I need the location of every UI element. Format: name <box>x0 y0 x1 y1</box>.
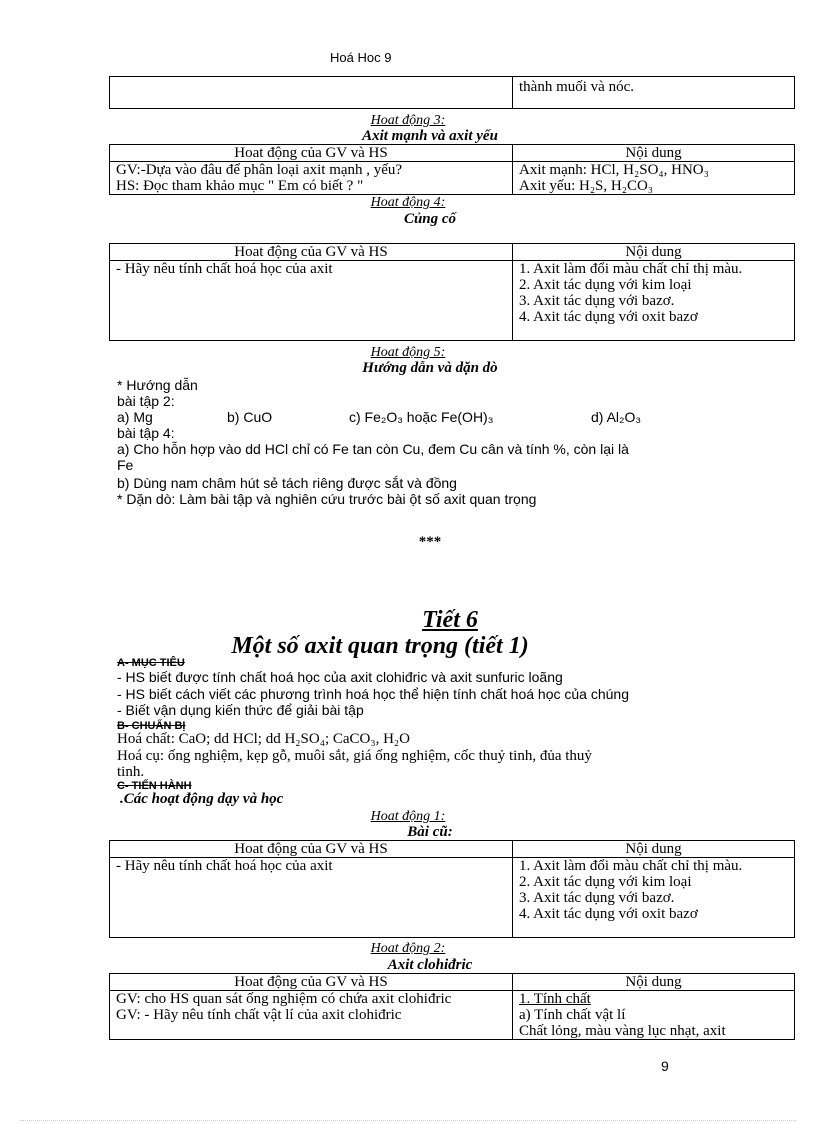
cell-line: Axit mạnh: HCl, H₂SO₄, HNO₃ <box>519 162 709 178</box>
activity-4-table <box>109 243 795 341</box>
cell-line: GV:-Dựa vào đâu để phân loại axit mạnh , yếu? <box>116 162 403 178</box>
guide-line: a) Cho hỗn hợp vào dd HCl chỉ có Fe tan còn Cu, đem Cu cân và tính %, còn lại là <box>117 441 629 457</box>
cell-line: HS: Đọc tham khảo mục " Em có biết ? " <box>116 178 364 194</box>
cell-line: 4. Axit tác dụng với oxit bazơ <box>519 309 698 325</box>
activity-1-table <box>109 840 795 938</box>
table-cell: thành muối và nóc. <box>513 77 795 109</box>
cell-line: 2. Axit tác dụng với kim loại <box>519 874 692 890</box>
activity-5-number: Hoat động 5: <box>370 345 446 360</box>
table-cell <box>110 77 513 109</box>
cell-line: 3. Axit tác dụng với bazơ. <box>519 293 675 309</box>
lesson-title: Một số axit quan trọng (tiết 1) <box>231 633 529 659</box>
continuation-table <box>109 76 795 109</box>
guide-line: bài tập 4: <box>117 425 175 441</box>
table-header: Hoat động của GV và HS <box>110 841 513 858</box>
cell-line: 1. Axit làm đổi màu chất chỉ thị màu. <box>519 261 743 277</box>
table-header: Nội dung <box>513 145 795 162</box>
table-header: Nội dung <box>513 244 795 261</box>
table-header: Hoat động của GV và HS <box>110 145 513 162</box>
cell-line: 3. Axit tác dụng với bazơ. <box>519 890 675 906</box>
objective-line: - HS biết được tính chất hoá học của axit clohiđric và axit sunfuric loãng <box>117 669 563 685</box>
activity-1-number: Hoat động 1: <box>370 809 446 824</box>
activity-3-title: Axit mạnh và axit yếu <box>362 128 498 144</box>
section-c-heading: C- TIẾN HÀNH <box>117 780 192 792</box>
activity-2-title: Axit clohiđric <box>387 957 473 973</box>
activity-2-table <box>109 973 795 1040</box>
table-header: Nội dung <box>513 974 795 991</box>
activity-3-number: Hoat động 3: <box>370 113 446 128</box>
cell-line: Chất lỏng, màu vàng lục nhạt, axit <box>519 1023 726 1039</box>
page-header: Hoá Hoc 9 <box>330 50 392 65</box>
table-cell <box>110 991 513 1040</box>
teaching-activities-heading: .Các hoạt động dạy và học <box>120 791 284 807</box>
guide-line: * Hướng dẫn <box>117 377 198 393</box>
bt2-option-b: b) CuO <box>227 409 273 425</box>
lesson-number: Tiết 6 <box>422 607 478 633</box>
prep-line: tinh. <box>117 764 145 780</box>
prep-line: Hoá chất: CaO; dd HCl; dd H₂SO₄; CaCO₃, H₂O <box>117 731 410 747</box>
table-cell: - Hãy nêu tính chất hoá học của axit <box>110 858 513 938</box>
objective-line: - Biết vận dụng kiến thức để giải bài tập <box>117 702 364 718</box>
section-b-heading: B- CHUẨN BỊ <box>117 720 186 732</box>
bt2-option-a: a) Mg <box>117 409 153 425</box>
table-cell <box>513 991 795 1040</box>
table-cell <box>513 261 795 341</box>
bt2-option-c: c) Fe₂O₃ hoặc Fe(OH)₃ <box>349 409 494 425</box>
cell-line: a) Tính chất vật lí <box>519 1007 626 1023</box>
guide-line: bài tập 2: <box>117 393 175 409</box>
table-cell <box>513 858 795 938</box>
guide-line: b) Dùng nam châm hút sẻ tách riêng được sắt và đồng <box>117 475 457 491</box>
cell-line: 2. Axit tác dụng với kim loại <box>519 277 692 293</box>
table-header: Hoat động của GV và HS <box>110 974 513 991</box>
table-cell: - Hãy nêu tính chất hoá học của axit <box>110 261 513 341</box>
separator-stars: *** <box>418 534 442 550</box>
activity-2-number: Hoat động 2: <box>370 941 446 956</box>
cell-line: GV: cho HS quan sát ống nghiệm có chứa axit clohiđric <box>116 991 452 1007</box>
table-cell <box>110 162 513 195</box>
activity-4-title: Củng cố <box>403 211 457 227</box>
activity-4-number: Hoat động 4: <box>370 195 446 210</box>
bt2-option-d: d) Al₂O₃ <box>591 409 642 425</box>
activity-3-table <box>109 144 795 195</box>
prep-line: Hoá cụ: ống nghiệm, kẹp gỗ, muôi sắt, giá ống nghiệm, cốc thuỷ tinh, đủa thuỷ <box>117 748 592 764</box>
guide-line: Fe <box>117 457 134 473</box>
cell-line: GV: - Hãy nêu tính chất vật lí của axit clohiđric <box>116 1007 402 1023</box>
activity-1-title: Bài cũ: <box>407 824 453 840</box>
cell-line: 1. Tính chất <box>519 991 591 1007</box>
activity-5-title: Hướng dẫn và dặn dò <box>362 360 498 376</box>
guide-line: * Dặn dò: Làm bài tập và nghiên cứu trước bài ột số axit quan trọng <box>117 491 537 507</box>
table-header: Hoat động của GV và HS <box>110 244 513 261</box>
cell-line: 4. Axit tác dụng với oxit bazơ <box>519 906 698 922</box>
table-header: Nội dung <box>513 841 795 858</box>
objective-line: - HS biết cách viết các phương trình hoá học thể hiện tính chất hoá học của chúng <box>117 686 629 702</box>
cell-line: 1. Axit làm đổi màu chất chỉ thị màu. <box>519 858 743 874</box>
cell-line: Axit yếu: H₂S, H₂CO₃ <box>519 178 654 194</box>
table-cell <box>513 162 795 195</box>
section-a-heading: A- MỤC TIÊU <box>117 657 185 669</box>
page-number: 9 <box>661 1058 669 1074</box>
page-bottom-rule <box>20 1120 796 1121</box>
